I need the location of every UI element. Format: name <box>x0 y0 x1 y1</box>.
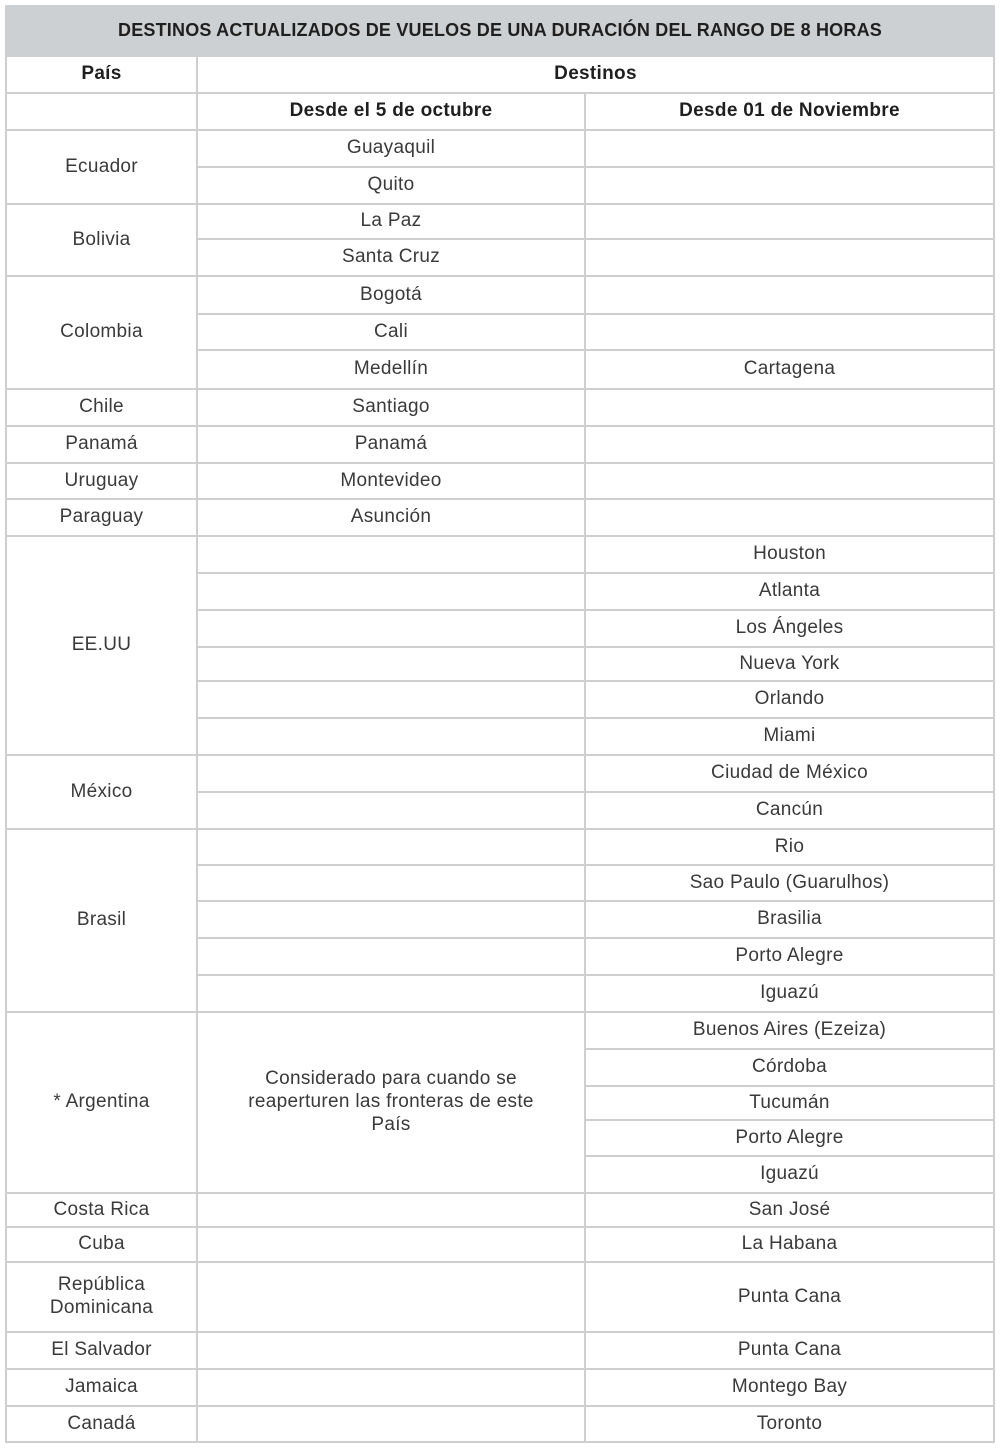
nov-destination-cell: San José <box>585 1193 994 1227</box>
oct-destination-cell <box>197 681 585 718</box>
nov-destination-cell <box>585 130 994 167</box>
table-title: DESTINOS ACTUALIZADOS DE VUELOS DE UNA DURACIÓN DEL RANGO DE 8 HORAS <box>6 6 994 56</box>
nov-destination-cell: Punta Cana <box>585 1262 994 1332</box>
country-cell: Panamá <box>6 426 197 463</box>
nov-destination-cell: Sao Paulo (Guarulhos) <box>585 865 994 901</box>
nov-destination-cell: Porto Alegre <box>585 1120 994 1156</box>
country-cell: Uruguay <box>6 463 197 499</box>
destinations-table <box>5 5 995 1443</box>
oct-destination-cell <box>197 573 585 610</box>
country-cell: * Argentina <box>6 1012 197 1193</box>
oct-destination-cell <box>197 647 585 681</box>
nov-destination-cell: Orlando <box>585 681 994 718</box>
table-row <box>6 536 994 573</box>
oct-destination-cell: Montevideo <box>197 463 585 499</box>
country-cell: Bolivia <box>6 204 197 276</box>
oct-destination-cell: Panamá <box>197 426 585 463</box>
country-cell: Cuba <box>6 1227 197 1262</box>
nov-destination-cell: Rio <box>585 829 994 865</box>
nov-destination-cell: Iguazú <box>585 1156 994 1193</box>
table-row <box>6 829 994 865</box>
table-row <box>6 389 994 426</box>
country-cell: Jamaica <box>6 1369 197 1406</box>
oct-destination-cell: Asunción <box>197 499 585 536</box>
nov-destination-cell: Atlanta <box>585 573 994 610</box>
oct-destination-cell: La Paz <box>197 204 585 239</box>
table-row <box>6 1193 994 1227</box>
nov-destination-cell <box>585 389 994 426</box>
col-nov-header: Desde 01 de Noviembre <box>585 93 994 130</box>
oct-destination-cell <box>197 1332 585 1369</box>
country-header: País <box>6 56 197 93</box>
nov-destination-cell: Montego Bay <box>585 1369 994 1406</box>
nov-destination-cell: Toronto <box>585 1406 994 1442</box>
nov-destination-cell <box>585 276 994 314</box>
oct-destination-cell <box>197 1193 585 1227</box>
subheader-row <box>6 93 994 130</box>
oct-destination-cell <box>197 1227 585 1262</box>
table-body <box>6 6 994 1442</box>
nov-destination-cell: Iguazú <box>585 975 994 1012</box>
table-row <box>6 1262 994 1332</box>
nov-destination-cell: Tucumán <box>585 1086 994 1120</box>
table-row <box>6 1332 994 1369</box>
nov-destination-cell <box>585 167 994 204</box>
table-row <box>6 1012 994 1049</box>
country-cell: México <box>6 755 197 829</box>
oct-destination-cell: Quito <box>197 167 585 204</box>
country-cell: Colombia <box>6 276 197 389</box>
nov-destination-cell <box>585 463 994 499</box>
table-row <box>6 130 994 167</box>
oct-destination-cell: Guayaquil <box>197 130 585 167</box>
country-cell: Brasil <box>6 829 197 1012</box>
oct-destination-cell <box>197 1406 585 1442</box>
oct-destination-cell <box>197 718 585 755</box>
title-row <box>6 6 994 56</box>
table-row <box>6 204 994 239</box>
country-cell: EE.UU <box>6 536 197 755</box>
oct-destination-cell <box>197 610 585 647</box>
country-cell: Ecuador <box>6 130 197 204</box>
nov-destination-cell: La Habana <box>585 1227 994 1262</box>
table-row <box>6 1369 994 1406</box>
oct-destination-cell <box>197 938 585 975</box>
nov-destination-cell: Cartagena <box>585 350 994 389</box>
oct-destination-cell <box>197 755 585 792</box>
oct-destination-cell <box>197 1369 585 1406</box>
table-row <box>6 755 994 792</box>
table-row <box>6 1406 994 1442</box>
oct-note-cell: Considerado para cuando se reaperturen las fronteras de este País <box>197 1012 585 1193</box>
header-row <box>6 56 994 93</box>
nov-destination-cell: Houston <box>585 536 994 573</box>
oct-destination-cell <box>197 901 585 938</box>
oct-destination-cell <box>197 865 585 901</box>
country-cell: Paraguay <box>6 499 197 536</box>
nov-destination-cell <box>585 499 994 536</box>
empty-header-cell <box>6 93 197 130</box>
oct-destination-cell <box>197 536 585 573</box>
nov-destination-cell <box>585 426 994 463</box>
nov-destination-cell: Los Ángeles <box>585 610 994 647</box>
table-row <box>6 276 994 314</box>
oct-destination-cell: Bogotá <box>197 276 585 314</box>
destinations-header: Destinos <box>197 56 994 93</box>
nov-destination-cell: Porto Alegre <box>585 938 994 975</box>
oct-destination-cell <box>197 792 585 829</box>
country-cell: El Salvador <box>6 1332 197 1369</box>
nov-destination-cell: Ciudad de México <box>585 755 994 792</box>
nov-destination-cell <box>585 239 994 276</box>
oct-destination-cell: Cali <box>197 314 585 350</box>
nov-destination-cell <box>585 314 994 350</box>
oct-destination-cell <box>197 1262 585 1332</box>
nov-destination-cell: Punta Cana <box>585 1332 994 1369</box>
country-cell: Canadá <box>6 1406 197 1442</box>
oct-destination-cell: Medellín <box>197 350 585 389</box>
nov-destination-cell: Nueva York <box>585 647 994 681</box>
table-row <box>6 1227 994 1262</box>
table-row <box>6 499 994 536</box>
nov-destination-cell: Miami <box>585 718 994 755</box>
nov-destination-cell: Córdoba <box>585 1049 994 1086</box>
nov-destination-cell: Brasilia <box>585 901 994 938</box>
table-row <box>6 463 994 499</box>
nov-destination-cell: Buenos Aires (Ezeiza) <box>585 1012 994 1049</box>
country-cell: República Dominicana <box>6 1262 197 1332</box>
country-cell: Costa Rica <box>6 1193 197 1227</box>
table-row <box>6 426 994 463</box>
oct-destination-cell: Santiago <box>197 389 585 426</box>
oct-destination-cell <box>197 829 585 865</box>
nov-destination-cell <box>585 204 994 239</box>
oct-destination-cell: Santa Cruz <box>197 239 585 276</box>
oct-destination-cell <box>197 975 585 1012</box>
country-cell: Chile <box>6 389 197 426</box>
col-oct-header: Desde el 5 de octubre <box>197 93 585 130</box>
nov-destination-cell: Cancún <box>585 792 994 829</box>
